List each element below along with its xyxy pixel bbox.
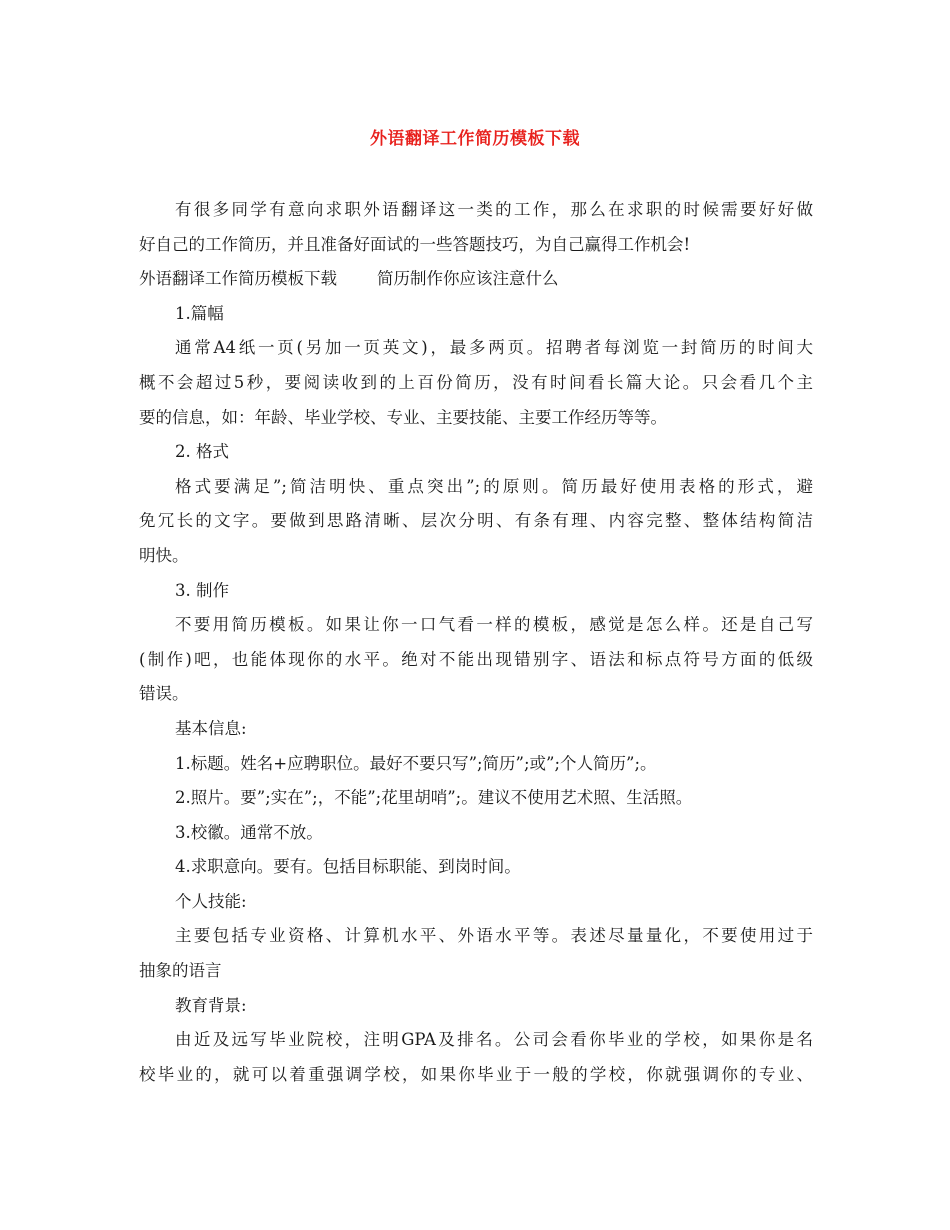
paragraph-line: 明快。: [139, 545, 189, 565]
paragraph-line: 通常A4纸一页(另加一页英文)，最多两页。招聘者每浏览一封简历的时间大: [175, 338, 813, 358]
section-heading: 1.篇幅: [175, 303, 224, 323]
section-heading: 3. 制作: [175, 580, 229, 600]
paragraph-line: (制作)吧，也能体现你的水平。绝对不能出现错别字、语法和标点符号方面的低级: [139, 649, 813, 669]
list-item: 2.照片。要”;实在”;，不能”;花里胡哨”;。建议不使用艺术照、生活照。: [175, 788, 693, 808]
paragraph-line: 错误。: [139, 684, 189, 704]
section-heading-line: [139, 262, 813, 297]
paragraph-line: 格式要满足”;简洁明快、重点突出”;的原则。简历最好使用表格的形式，避: [175, 476, 813, 496]
paragraph-line: 好自己的工作简历，并且准备好面试的一些答题技巧，为自己赢得工作机会!: [139, 234, 691, 254]
paragraph-line: 由近及远写毕业院校，注明GPA及排名。公司会看你毕业的学校，如果你是名: [175, 1030, 813, 1050]
paragraph-line: 抽象的语言: [139, 961, 222, 981]
list-item: 1.标题。姓名+应聘职位。最好不要只写”;简历”;或”;个人简历”;。: [175, 753, 657, 773]
paragraph-line: 不要用简历模板。如果让你一口气看一样的模板，感觉是怎么样。还是自己写: [175, 615, 813, 635]
list-item: 4.求职意向。要有。包括目标职能、到岗时间。: [175, 857, 521, 877]
document-body: [139, 193, 813, 1092]
list-item: 3.校徽。通常不放。: [175, 822, 323, 842]
paragraph-line: 有很多同学有意向求职外语翻译这一类的工作，那么在求职的时候需要好好做: [175, 200, 813, 219]
section-heading: 基本信息:: [175, 718, 247, 738]
subtitle-text: 外语翻译工作简历模板下载: [139, 269, 337, 289]
section-heading: 教育背景:: [175, 995, 247, 1015]
paragraph-line: 概不会超过5秒，要阅读收到的上百份简历，没有时间看长篇大论。只会看几个主: [139, 372, 813, 392]
section-heading: 2. 格式: [175, 442, 229, 462]
document-title: 外语翻译工作简历模板下载: [370, 129, 580, 149]
section-heading: 个人技能:: [175, 891, 247, 911]
paragraph-line: 免冗长的文字。要做到思路清晰、层次分明、有条有理、内容完整、整体结构简洁: [139, 511, 813, 531]
paragraph-line: 主要包括专业资格、计算机水平、外语水平等。表述尽量量化，不要使用过于: [175, 926, 813, 946]
paragraph-line: 校毕业的，就可以着重强调学校，如果你毕业于一般的学校，你就强调你的专业、: [139, 1064, 813, 1084]
paragraph-line: 要的信息，如：年龄、毕业学校、专业、主要技能、主要工作经历等等。: [139, 407, 667, 427]
subtitle-text: 简历制作你应该注意什么: [377, 269, 559, 289]
